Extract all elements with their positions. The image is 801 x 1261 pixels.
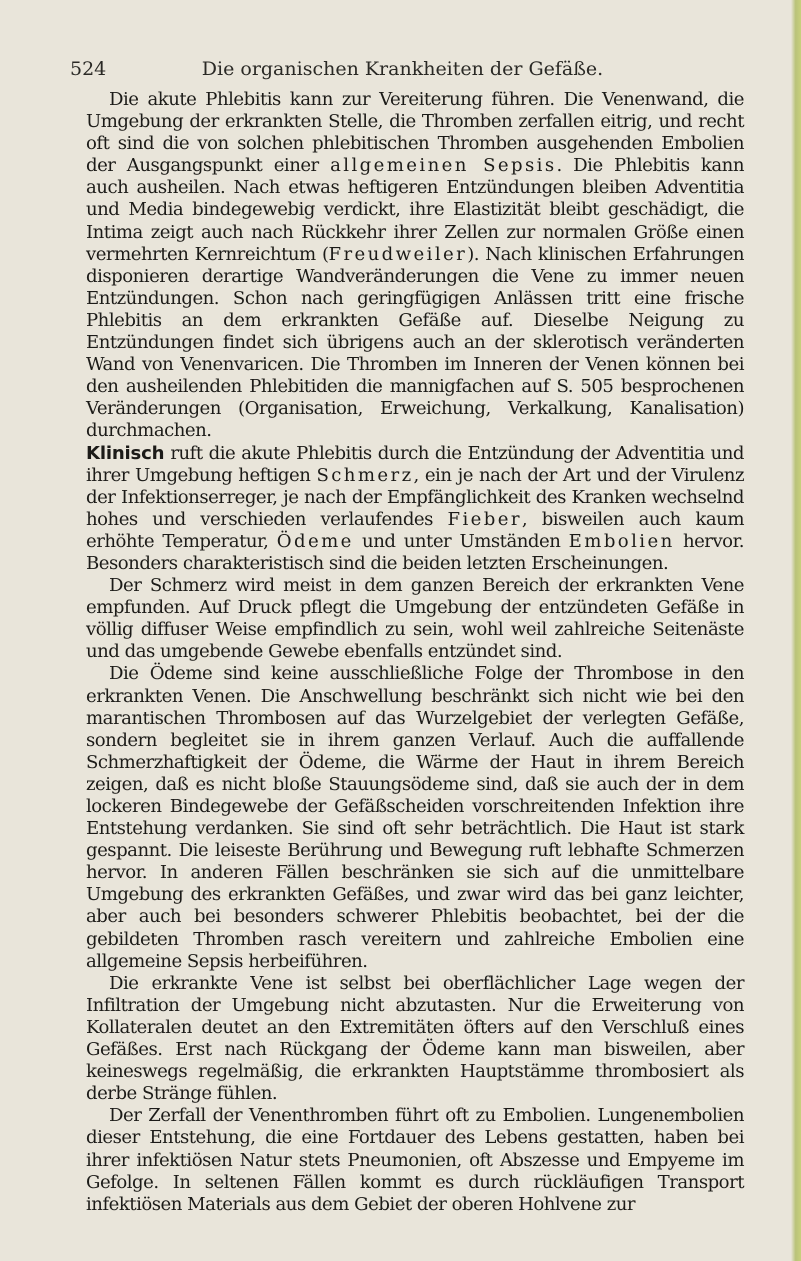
author-name: Freudweiler	[328, 243, 468, 265]
emphasis-span: allgemeinen Sepsis	[330, 155, 557, 177]
text-span: hervor. Besonders charakteristisch sind die beiden letzten Erscheinungen.	[86, 530, 744, 574]
emphasis-span: Fieber	[447, 508, 522, 530]
paragraph-klinisch	[86, 443, 744, 576]
text-span: Die Ödeme sind keine ausschließliche Folge der Thrombose in den erkrankten Venen. Die Anschwellung beschränkt sich nicht wie bei den marantischen Thrombosen auf das Wurzelgebiet der verlegten Gefäße, sondern begleitet sie in ihrem ganzen Verlauf. Auch die auffallende Schmerzhaftigkeit der Ödeme, die Wärme der Haut in ihrem Bereich zeigen, daß es nicht bloße Stauungsödeme sind, daß sie auch der in dem lockeren Bindegewebe der Gefäßscheiden vorschreitenden Infektion ihre Entstehung verdanken. Sie sind oft sehr beträchtlich. Die Haut ist stark gespannt. Die leiseste Berührung und Bewegung ruft lebhafte Schmerzen hervor. In anderen Fällen beschränken sie sich auf die unmittelbare Umgebung des erkrankten Gefäßes, und zwar wird das bei ganz leichter, aber auch bei besonders schwerer Phlebitis beobachtet, bei der die gebildeten Thromben rasch vereitern und zahlreiche Embolien eine allgemeine Sepsis herbeiführen.	[86, 663, 744, 972]
text-span: , ein je nach der Art und der Virulenz der Infektionserreger, je nach der Empfänglichkeit des Kranken wechselnd hohes und verschieden verlaufendes	[86, 464, 744, 530]
paragraph-schmerz	[86, 575, 744, 663]
page-edge	[791, 0, 801, 1261]
text-span: ). Nach klinischen Erfahrungen disponieren derartige Wandveränderungen die Vene zu immer neuen Entzündungen. Schon nach geringfügigen Anlässen tritt eine frische Phlebitis an dem erkrankten Gefäße auf. Dieselbe Neigung zu Entzündungen findet sich übrigens auch an der sklerotisch veränderten Wand von Venenvaricen. Die Thromben im Inneren der Venen können bei den ausheilenden Phlebitiden die mannigfachen auf S. 505 besprochenen Veränderungen (Organisation, Erweichung, Verkalkung, Kanalisation) durchmachen.	[86, 243, 744, 442]
paragraph-oedeme	[86, 663, 744, 972]
text-span: Die akute Phlebitis kann zur Vereiterung führen. Die Venenwand, die Umgebung der erkrankten Stelle, die Thromben zerfallen eitrig, und recht oft sind die von solchen phlebitischen Thromben ausgehenden Embolien der Ausgangspunkt einer	[86, 89, 744, 177]
paragraph-zerfall	[86, 1105, 744, 1215]
text-span: Der Schmerz wird meist in dem ganzen Bereich der erkrankten Vene empfunden. Auf Druck pflegt die Umgebung der entzündeten Gefäße in völlig diffuser Weise empfindlich zu sein, wohl weil zahlreiche Seitenäste und das umgebende Gewebe ebenfalls entzündet sind.	[86, 575, 744, 663]
text-span: Der Zerfall der Venenthromben führt oft zu Embolien. Lungenembolien dieser Entstehung, die eine Fortdauer des Lebens gestatten, haben bei ihrer infektiösen Natur stets Pneumonien, oft Abszesse und Empyeme im Gefolge. In seltenen Fällen kommt es durch rückläufigen Transport infektiösen Materials aus dem Gebiet der oberen Hohlvene zur	[86, 1105, 744, 1215]
text-span: und unter Umständen	[353, 530, 569, 552]
emphasis-span: Embolien	[568, 530, 675, 552]
page-header	[70, 50, 735, 82]
page-number: 524	[70, 58, 107, 80]
paragraph-vereiterung	[86, 89, 744, 443]
text-span: Die erkrankte Vene ist selbst bei oberflächlicher Lage wegen der Infiltration der Umgebung nicht abzutasten. Nur die Erweiterung von Kollateralen deutet an den Extremitäten öfters auf den Verschluß eines Gefäßes. Erst nach Rückgang der Ödeme kann man bisweilen, aber keineswegs regelmäßig, die erkrankten Hauptstämme thrombosiert als derbe Stränge fühlen.	[86, 972, 744, 1105]
body-text	[86, 89, 744, 1216]
running-title: Die organischen Krankheiten der Gefäße.	[201, 58, 604, 80]
text-span: . Die Phlebitis kann auch ausheilen. Nach etwas heftigeren Entzündungen bleiben Adventitia und Media bindegewebig verdickt, ihre Elastizität bleibt geschädigt, die Intima zeigt auch nach Rückkehr ihrer Zellen zur normalen Größe einen vermehrten Kernreichtum (	[86, 155, 744, 265]
paragraph-vene	[86, 973, 744, 1106]
emphasis-span: Schmerz	[316, 464, 414, 486]
section-keyword: Klinisch	[86, 442, 165, 464]
text-span: , bisweilen auch kaum erhöhte Temperatur,	[86, 508, 744, 552]
emphasis-span: Ödeme	[276, 530, 354, 552]
text-span: ruft die akute Phlebitis durch die Entzündung der Adventitia und ihrer Umgebung heftigen	[86, 442, 744, 486]
